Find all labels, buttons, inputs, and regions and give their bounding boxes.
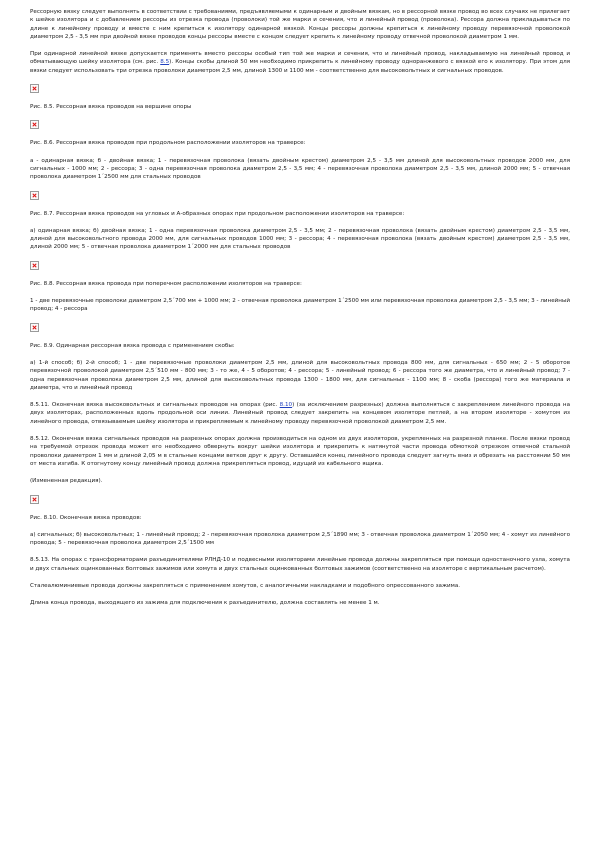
- figure-caption: Рис. 8.5. Рессорная вязка проводов на вершине опоры: [30, 104, 192, 111]
- paragraph: Сталеалюминиевые провода должны закрепляться с применением хомутов, с аналогичными накладками и подобного опрессованного зажима.: [30, 582, 461, 589]
- figure-caption: Рис. 8.8. Рессорная вязка провода при поперечном расположении изоляторов на траверсе:: [30, 280, 302, 287]
- figure-legend: а) 1-й способ; б) 2-й способ; 1 - две перевязочные проволоки диаметром 2,5 мм, длиной для высоковольтных провода 800 мм, для сигнальных - 650 мм; 2 - 5 оборотов перевязочной проволокой диаметром 2,5´510 мм - 800 мм; 3 - то же, 4 - 5 оборотов; 4 - рессора; 5 - линейный провод; 6 - рессора того же диаметра, что и линейный провод; 7 - одна перевязочная проволока диаметром 2,5 мм, длиной для высоковольтных провода 1300 - 1800 мм, для сигнальных - 1100 мм; 8 - скоба (рессора) того же материала и диаметра, что и линейный провод: [30, 359, 570, 391]
- paragraph: 8.5.12. Оконечная вязка сигнальных проводов на разрезных опорах должна производиться на одном из двух изоляторов, укрепленных на разрезной планке. После вязки провод на требуемой отрезок провода может его необходимо обвернуть вокруг шейки изолятора и прикрепить к натянутой части провода обмоткой отрезком отвечной стальной проволоки диаметром 1 мм и длиной 2,05 м в стальные концами ветков друг к другу. Оставшийся конец линейного провода следует загнуть вниз и обрезать на расстоянии 50 мм от места изгиба. К отогнутому концу линейный провод должна прикрепляться провод, идущий из кабельного ящика.: [30, 436, 570, 467]
- figure-link-8-10[interactable]: 8.10: [279, 402, 293, 409]
- paragraph-text: 8.5.11. Оконечная вязка высоковольтных и сигнальных проводов на опорах (рис.: [30, 402, 278, 409]
- edit-note: (Измененная редакция).: [30, 478, 103, 485]
- broken-image-icon: [30, 323, 39, 332]
- broken-image-icon: [30, 120, 39, 129]
- paragraph: 8.5.13. На опорах с трансформаторами разъединителями РЛНД-10 и подвесными изоляторами линейные провода должны закрепляться при помощи одностаночного узла, хомута и двух стальных оцинкованных болтовых зажимов или хомута и двух стальных оцинкованных болтовых зажимов (соответственно на изоляторе с вертикальным расчетом).: [30, 557, 570, 572]
- figure-link-8-5[interactable]: 8.5: [160, 59, 170, 66]
- paragraph: [30, 401, 570, 426]
- paragraph: Длина конца провода, выходящего из зажима для подключения к разъединителю, должна составлять не менее 1 м.: [30, 600, 380, 607]
- document-page: [30, 8, 570, 617]
- broken-image-icon: [30, 495, 39, 504]
- figure-caption: Рис. 8.9. Одинарная рессорная вязка провода с применением скобы:: [30, 342, 235, 349]
- paragraph-text: ). Концы скобы длиной 50 мм необходимо прикрепить к линейному проводу одноранжевого с вязкой его к изолятору. При этом для вязки следует использовать три отрезка проволоки диаметром 2,5 мм, длиной 1300 и 1100 мм - соответственно для высоковольтных и сигнальных проводов.: [30, 59, 571, 74]
- figure-legend: а) сигнальных; б) высоковольтных; 1 - линейный провод; 2 - перевязочная проволока диаметром 2,5´1890 мм; 3 - отвечная проволока диаметром 1´2050 мм; 4 - хомут из линейного провода; 5 - перевязочная проволока диаметром 2,5´1500 мм: [30, 531, 570, 547]
- figure-caption: Рис. 8.6. Рессорная вязка проводов при продольном расположении изоляторов на траверсе:: [30, 140, 306, 147]
- figure-legend: 1 - две перевязочные проволоки диаметром 2,5´700 мм + 1000 мм; 2 - отвечная проволока диаметром 1´2500 мм или перевязочная проволока диаметром 2,5 - 3,5 мм; 3 - линейный провод; 4 - рессора: [30, 298, 570, 313]
- paragraph-text: При одинарной линейной вязке допускается применять вместо рессоры особый тип той же марки и сечения, что и линейный провод, накладываемую на линейный провод и обматывающую шейку изолятора (см. рис.: [30, 51, 570, 66]
- broken-image-icon: [30, 84, 39, 93]
- figure-legend: а) одинарная вязка; б) двойная вязка; 1 - одна перевязочная проволока диаметром 2,5 - 3,5 мм; 2 - перевязочная проволока (вязать двойным крестом) диаметром 2,5 - 3,5 мм, длиной для высоковольтного провода 2000 мм, для сигнальных проводов 1000 мм; 3 - рессора; 4 - перевязочная проволока (вязать двойным крестом) диаметром 2,5 - 3,5 мм, длиной 2000 мм; 5 - отвечная проволока диаметром 1´2000 мм для стальных проводов: [30, 227, 570, 251]
- broken-image-icon: [30, 191, 39, 200]
- figure-caption: Рис. 8.10. Оконечная вязка проводов:: [30, 514, 142, 521]
- figure-caption: Рис. 8.7. Рессорная вязка проводов на угловых и А-образных опорах при продольном расположении изоляторов на траверсе:: [30, 210, 405, 217]
- figure-legend: а - одинарная вязка; б - двойная вязка; 1 - перевязочная проволока (вязать двойным крестом) диаметром 2,5 - 3,5 мм длиной для высоковольтных проводов 2000 мм, для сигнальных - 1000 мм; 2 - рессора; 3 - одна перевязочная проволока диаметром 2,5 - 3,5 мм; 4 - перевязочная проволока диаметром 2,5 - 3,5 мм, длиной 2000 мм; 5 - отвечная проволока диаметром 1´2500 мм для стальных проводов: [30, 157, 570, 181]
- broken-image-icon: [30, 261, 39, 270]
- paragraph-text: ) (за исключением разрезных) должна выполняться с закреплением линейного провода на двух изоляторах, расположенных вдоль продольной оси линии. Линейный провод следует закрепить на концевом изоляторе петлей, а на втором изоляторе - хомутом из линейного провода, отвязываемым шейку изолятора и прикрепляемым к линейному проводу перевязочной проволокой диаметром 2,5 мм.: [30, 402, 571, 425]
- paragraph: [30, 50, 570, 75]
- paragraph: Рессорную вязку следует выполнять в соответствии с требованиями, предъявляемыми к одинарным и двойным вязкам, но в рессорной вязке провод во всех случаях не прилегает к шейке изолятора и с добавлением рессоры из отрезка провода (проволоки) той же марки и сечения, что и линейный провод (проволока). Рессора должна прикладываться по длине к линейному проводу и вместе с ним крепиться к изолятору одинарной вязкой. Концы рессоры должны крепиться к линейному проводу перевязочной проволокой диаметром 2,5 - 3,5 мм при двойной вязке проводов концы рессоры вместе с концом следует крепить к линейному проводу отвечной проволокой диаметром 1 мм.: [30, 9, 570, 40]
